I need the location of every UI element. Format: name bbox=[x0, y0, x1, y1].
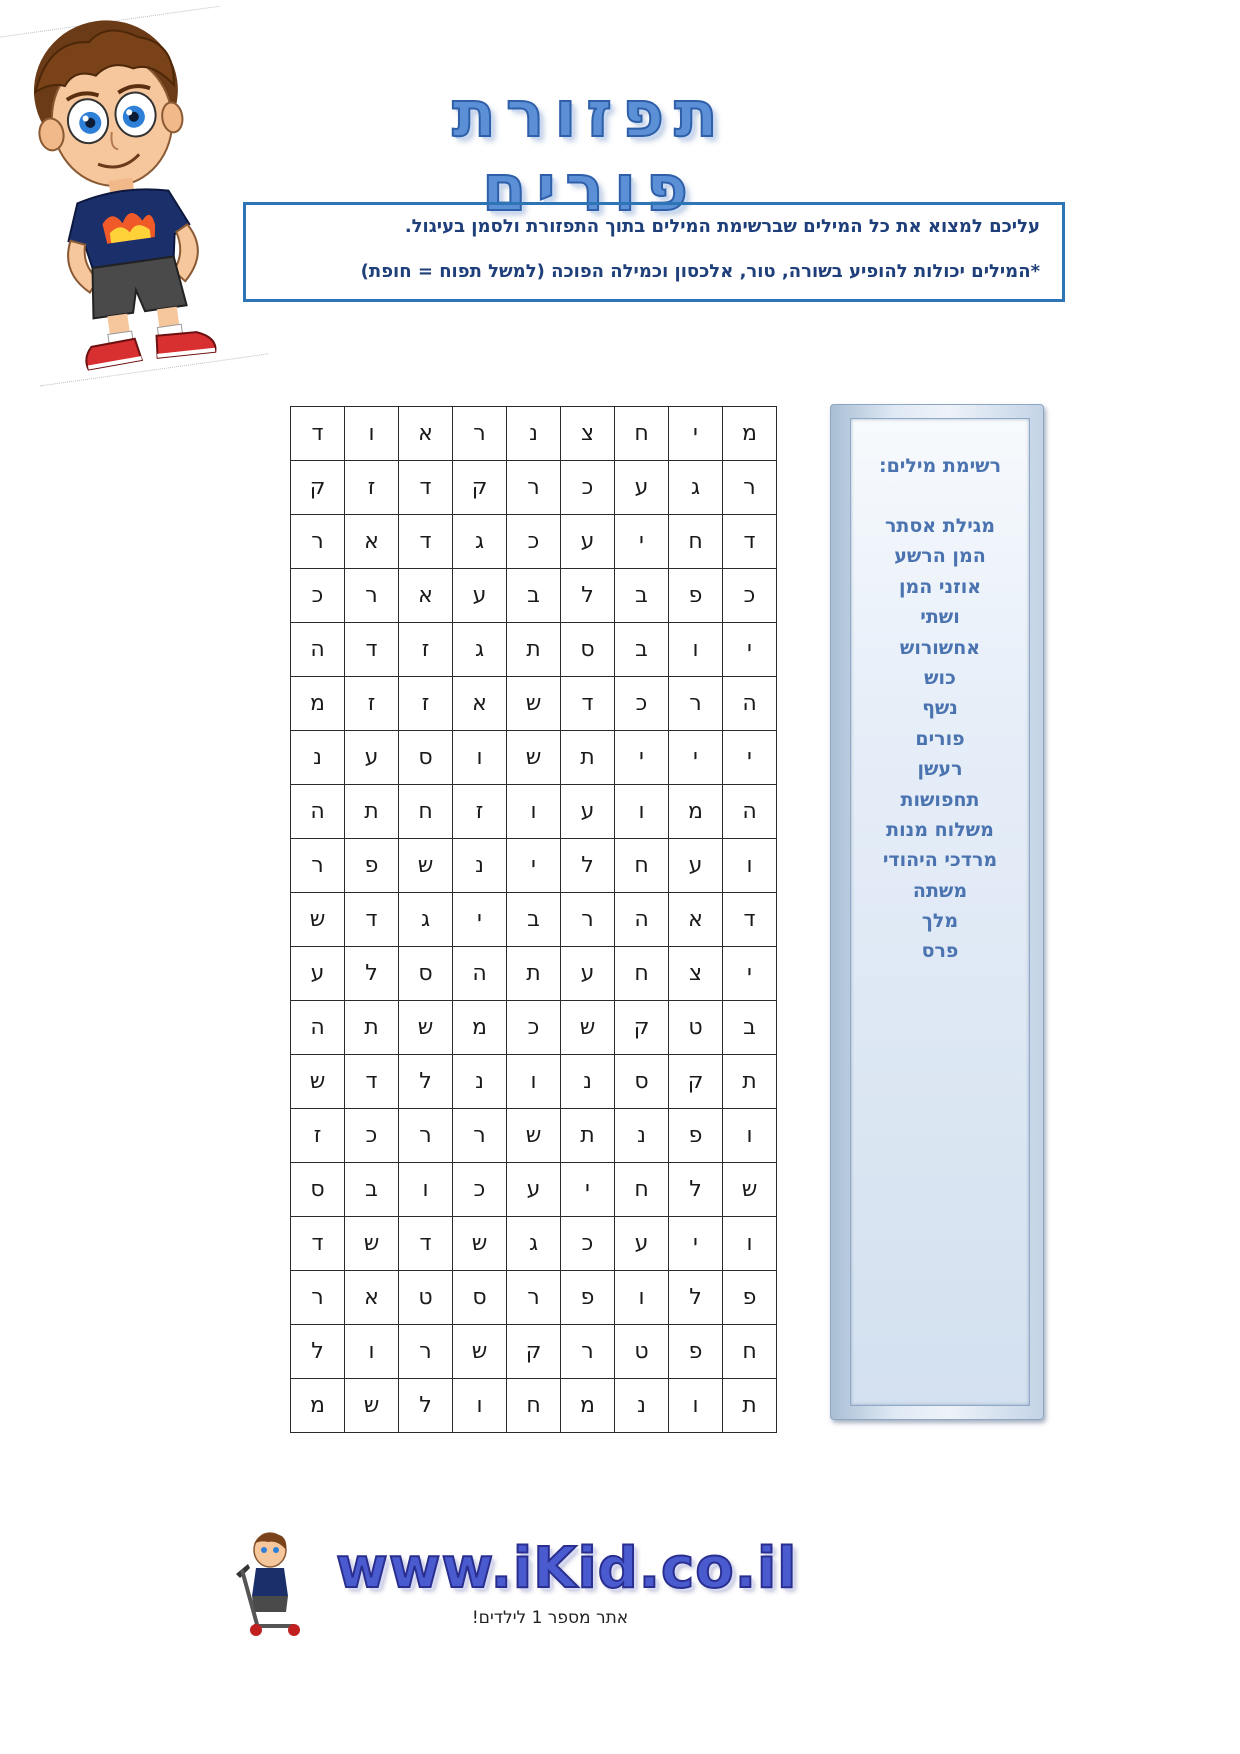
grid-cell[interactable]: א bbox=[345, 515, 399, 569]
word-list-item: ושתי bbox=[920, 606, 960, 629]
grid-cell[interactable]: י bbox=[615, 731, 669, 785]
grid-cell[interactable]: ט bbox=[399, 1271, 453, 1325]
grid-cell[interactable]: ש bbox=[561, 1001, 615, 1055]
word-search-grid bbox=[290, 406, 777, 1433]
grid-cell[interactable]: ו bbox=[615, 1271, 669, 1325]
grid-cell[interactable]: ש bbox=[291, 893, 345, 947]
grid-cell[interactable]: כ bbox=[345, 1109, 399, 1163]
grid-cell[interactable]: כ bbox=[723, 569, 777, 623]
grid-cell[interactable]: ס bbox=[399, 731, 453, 785]
grid-cell[interactable]: צ bbox=[669, 947, 723, 1001]
grid-cell[interactable]: נ bbox=[561, 1055, 615, 1109]
grid-row bbox=[291, 1001, 777, 1055]
grid-cell[interactable]: ת bbox=[345, 1001, 399, 1055]
grid-cell[interactable]: ת bbox=[723, 1055, 777, 1109]
grid-cell[interactable]: כ bbox=[561, 1217, 615, 1271]
grid-cell[interactable]: ו bbox=[723, 839, 777, 893]
grid-cell[interactable]: ע bbox=[561, 947, 615, 1001]
word-list-panel bbox=[830, 404, 1044, 1420]
boy-cartoon-icon bbox=[0, 0, 287, 396]
word-list-item: אחשורוש bbox=[899, 636, 981, 659]
grid-cell[interactable]: ע bbox=[561, 515, 615, 569]
grid-cell[interactable]: ו bbox=[345, 407, 399, 461]
grid-cell[interactable]: כ bbox=[561, 461, 615, 515]
grid-cell[interactable]: ח bbox=[507, 1379, 561, 1433]
grid-cell[interactable]: ש bbox=[345, 1379, 399, 1433]
grid-cell[interactable]: ל bbox=[669, 1163, 723, 1217]
grid-cell[interactable]: ב bbox=[507, 569, 561, 623]
grid-cell[interactable]: ש bbox=[507, 1109, 561, 1163]
grid-cell[interactable]: צ bbox=[561, 407, 615, 461]
grid-cell[interactable]: ד bbox=[345, 623, 399, 677]
grid-cell[interactable]: ע bbox=[453, 569, 507, 623]
grid-cell[interactable]: נ bbox=[453, 1055, 507, 1109]
grid-cell[interactable]: ל bbox=[291, 1325, 345, 1379]
grid-cell[interactable]: י bbox=[561, 1163, 615, 1217]
grid-cell[interactable]: ע bbox=[561, 785, 615, 839]
grid-cell[interactable]: ר bbox=[723, 461, 777, 515]
grid-cell[interactable]: ר bbox=[507, 1271, 561, 1325]
grid-cell[interactable]: ע bbox=[345, 731, 399, 785]
grid-cell[interactable]: ד bbox=[345, 1055, 399, 1109]
grid-cell[interactable]: ב bbox=[345, 1163, 399, 1217]
grid-cell[interactable]: ח bbox=[615, 947, 669, 1001]
grid-cell[interactable]: ח bbox=[615, 407, 669, 461]
grid-cell[interactable]: ק bbox=[291, 461, 345, 515]
grid-cell[interactable]: פ bbox=[561, 1271, 615, 1325]
grid-cell[interactable]: ח bbox=[399, 785, 453, 839]
grid-cell[interactable]: ה bbox=[723, 785, 777, 839]
instructions-line-2: *המילים יכולות להופיע בשורה, טור, אלכסון וכמילה הפוכה (למשל תפוח = חופת) bbox=[360, 261, 1040, 282]
grid-cell[interactable]: ד bbox=[399, 1217, 453, 1271]
grid-row bbox=[291, 947, 777, 1001]
grid-cell[interactable]: ז bbox=[453, 785, 507, 839]
grid-cell[interactable]: ש bbox=[345, 1217, 399, 1271]
grid-cell[interactable]: ס bbox=[615, 1055, 669, 1109]
grid-cell[interactable]: ס bbox=[291, 1163, 345, 1217]
boy-illustration bbox=[0, 0, 287, 396]
word-list-item: פרס bbox=[921, 940, 959, 963]
grid-cell[interactable]: ר bbox=[291, 1271, 345, 1325]
grid-cell[interactable]: א bbox=[345, 1271, 399, 1325]
grid-cell[interactable]: ק bbox=[507, 1325, 561, 1379]
word-list-item: כוש bbox=[924, 666, 956, 689]
grid-cell[interactable]: ב bbox=[723, 1001, 777, 1055]
grid-cell[interactable]: ז bbox=[399, 623, 453, 677]
grid-cell[interactable]: ד bbox=[399, 515, 453, 569]
grid-cell[interactable]: ד bbox=[345, 893, 399, 947]
word-list-title: רשימת מילים: bbox=[878, 455, 1002, 477]
grid-row bbox=[291, 1325, 777, 1379]
grid-cell[interactable]: כ bbox=[507, 515, 561, 569]
grid-cell[interactable]: ה bbox=[291, 1001, 345, 1055]
grid-cell[interactable]: כ bbox=[615, 677, 669, 731]
grid-cell[interactable]: כ bbox=[291, 569, 345, 623]
grid-cell[interactable]: ו bbox=[453, 731, 507, 785]
grid-cell[interactable]: ב bbox=[507, 893, 561, 947]
grid-row bbox=[291, 407, 777, 461]
grid-cell[interactable]: ע bbox=[615, 461, 669, 515]
grid-cell[interactable]: ע bbox=[291, 947, 345, 1001]
grid-cell[interactable]: ע bbox=[669, 839, 723, 893]
grid-cell[interactable]: מ bbox=[453, 1001, 507, 1055]
grid-cell[interactable]: י bbox=[669, 731, 723, 785]
site-url-logo: www.iKid.co.il bbox=[336, 1536, 798, 1601]
grid-cell[interactable]: ע bbox=[615, 1217, 669, 1271]
grid-row bbox=[291, 1055, 777, 1109]
grid-cell[interactable]: י bbox=[723, 947, 777, 1001]
grid-cell[interactable]: ד bbox=[291, 1217, 345, 1271]
grid-cell[interactable]: ע bbox=[507, 1163, 561, 1217]
grid-cell[interactable]: ל bbox=[399, 1055, 453, 1109]
grid-row bbox=[291, 731, 777, 785]
grid-cell[interactable]: ד bbox=[561, 677, 615, 731]
grid-cell[interactable]: ר bbox=[291, 515, 345, 569]
grid-cell[interactable]: ס bbox=[561, 623, 615, 677]
grid-cell[interactable]: ש bbox=[399, 1001, 453, 1055]
grid-cell[interactable]: מ bbox=[561, 1379, 615, 1433]
grid-row bbox=[291, 785, 777, 839]
grid-cell[interactable]: י bbox=[669, 1217, 723, 1271]
grid-cell[interactable]: ח bbox=[615, 839, 669, 893]
instructions-box bbox=[243, 202, 1065, 302]
word-list-item: אוזני המן bbox=[898, 575, 982, 598]
grid-cell[interactable]: ת bbox=[561, 1109, 615, 1163]
grid-cell[interactable]: מ bbox=[669, 785, 723, 839]
grid-cell[interactable]: ל bbox=[399, 1379, 453, 1433]
grid-cell[interactable]: ת bbox=[345, 785, 399, 839]
word-list-item: נשף bbox=[922, 697, 958, 720]
grid-cell[interactable]: ק bbox=[615, 1001, 669, 1055]
grid-row bbox=[291, 461, 777, 515]
grid-cell[interactable]: מ bbox=[291, 677, 345, 731]
grid-cell[interactable]: נ bbox=[615, 1109, 669, 1163]
grid-row bbox=[291, 515, 777, 569]
grid-cell[interactable]: ר bbox=[669, 677, 723, 731]
grid-cell[interactable]: ט bbox=[669, 1001, 723, 1055]
grid-cell[interactable]: ר bbox=[345, 569, 399, 623]
grid-cell[interactable]: מ bbox=[291, 1379, 345, 1433]
grid-cell[interactable]: ר bbox=[399, 1109, 453, 1163]
grid-cell[interactable]: ר bbox=[561, 1325, 615, 1379]
grid-cell[interactable]: ת bbox=[507, 947, 561, 1001]
grid-cell[interactable]: ז bbox=[291, 1109, 345, 1163]
page-title: תפזורת פורים bbox=[452, 78, 728, 226]
grid-cell[interactable]: ר bbox=[399, 1325, 453, 1379]
grid-cell[interactable]: ת bbox=[723, 1379, 777, 1433]
grid-cell[interactable]: ש bbox=[291, 1055, 345, 1109]
grid-cell[interactable]: ש bbox=[507, 731, 561, 785]
grid-cell[interactable]: ש bbox=[723, 1163, 777, 1217]
word-list-item: מגילת אסתר bbox=[884, 515, 996, 537]
word-list-item: משתה bbox=[912, 879, 968, 902]
grid-cell[interactable]: ק bbox=[453, 461, 507, 515]
grid-cell[interactable]: ש bbox=[453, 1325, 507, 1379]
grid-cell[interactable]: ז bbox=[345, 461, 399, 515]
grid-cell[interactable]: ה bbox=[291, 785, 345, 839]
grid-row bbox=[291, 1271, 777, 1325]
grid-cell[interactable]: ר bbox=[291, 839, 345, 893]
grid-cell[interactable]: י bbox=[453, 893, 507, 947]
grid-cell[interactable]: ב bbox=[615, 569, 669, 623]
grid-cell[interactable]: א bbox=[399, 407, 453, 461]
grid-cell[interactable]: ר bbox=[561, 893, 615, 947]
grid-cell[interactable]: י bbox=[507, 839, 561, 893]
grid-cell[interactable]: ו bbox=[507, 1055, 561, 1109]
grid-cell[interactable]: ה bbox=[291, 623, 345, 677]
grid-cell[interactable]: ה bbox=[615, 893, 669, 947]
grid-cell[interactable]: ז bbox=[399, 677, 453, 731]
word-list-item: מלך bbox=[921, 910, 959, 933]
grid-cell[interactable]: ה bbox=[723, 677, 777, 731]
word-list-item: פורים bbox=[915, 727, 965, 750]
grid-cell[interactable]: ד bbox=[723, 893, 777, 947]
grid-row bbox=[291, 1379, 777, 1433]
grid-cell[interactable]: ש bbox=[507, 677, 561, 731]
grid-cell[interactable]: ל bbox=[345, 947, 399, 1001]
grid-row bbox=[291, 677, 777, 731]
grid-cell[interactable]: ו bbox=[507, 785, 561, 839]
grid-row bbox=[291, 893, 777, 947]
grid-cell[interactable]: ז bbox=[345, 677, 399, 731]
grid-row bbox=[291, 1109, 777, 1163]
grid-cell[interactable]: ק bbox=[669, 1055, 723, 1109]
word-list-item: תחפושות bbox=[900, 788, 980, 811]
grid-cell[interactable]: י bbox=[723, 623, 777, 677]
word-list-item: רעשן bbox=[917, 758, 963, 781]
grid-cell[interactable]: פ bbox=[723, 1271, 777, 1325]
instructions-line-1: עליכם למצוא את כל המילים שברשימת המילים בתוך התפזורת ולסמן בעיגול. bbox=[404, 216, 1040, 237]
grid-row bbox=[291, 1163, 777, 1217]
grid-cell[interactable]: נ bbox=[615, 1379, 669, 1433]
grid-cell[interactable]: ח bbox=[723, 1325, 777, 1379]
grid-cell[interactable]: ו bbox=[399, 1163, 453, 1217]
grid-cell[interactable]: פ bbox=[669, 569, 723, 623]
grid-cell[interactable]: ש bbox=[453, 1217, 507, 1271]
grid-cell[interactable]: ו bbox=[723, 1109, 777, 1163]
grid-cell[interactable]: ו bbox=[669, 623, 723, 677]
grid-cell[interactable]: ר bbox=[507, 461, 561, 515]
grid-cell[interactable]: ת bbox=[561, 731, 615, 785]
word-list-inner bbox=[850, 418, 1030, 1406]
grid-cell[interactable]: ש bbox=[399, 839, 453, 893]
grid-cell[interactable]: ג bbox=[453, 515, 507, 569]
grid-cell[interactable]: ו bbox=[345, 1325, 399, 1379]
grid-cell[interactable]: ד bbox=[723, 515, 777, 569]
word-list-item: משלוח מנות bbox=[886, 818, 994, 841]
grid-cell[interactable]: נ bbox=[291, 731, 345, 785]
grid-cell[interactable]: ת bbox=[507, 623, 561, 677]
grid-cell[interactable]: ד bbox=[291, 407, 345, 461]
grid-cell[interactable]: ג bbox=[399, 893, 453, 947]
grid-cell[interactable]: א bbox=[399, 569, 453, 623]
grid-cell[interactable]: א bbox=[669, 893, 723, 947]
grid-cell[interactable]: ט bbox=[615, 1325, 669, 1379]
grid-cell[interactable]: ר bbox=[453, 1109, 507, 1163]
grid-cell[interactable]: ג bbox=[669, 461, 723, 515]
kid-scooter-icon bbox=[228, 1528, 308, 1638]
grid-cell[interactable]: ג bbox=[507, 1217, 561, 1271]
grid-cell[interactable]: ג bbox=[453, 623, 507, 677]
grid-row bbox=[291, 839, 777, 893]
site-tagline: אתר מספר 1 לילדים! bbox=[471, 1608, 629, 1628]
grid-cell[interactable]: ח bbox=[669, 515, 723, 569]
grid-cell[interactable]: פ bbox=[669, 1325, 723, 1379]
grid-cell[interactable]: כ bbox=[453, 1163, 507, 1217]
grid-row bbox=[291, 623, 777, 677]
grid-cell[interactable]: ו bbox=[669, 1379, 723, 1433]
grid-cell[interactable]: פ bbox=[345, 839, 399, 893]
grid-cell[interactable]: מ bbox=[723, 407, 777, 461]
grid-cell[interactable]: פ bbox=[669, 1109, 723, 1163]
word-list-item: המן הרשע bbox=[894, 545, 986, 568]
grid-row bbox=[291, 569, 777, 623]
grid-cell[interactable]: ח bbox=[615, 1163, 669, 1217]
grid-cell[interactable]: א bbox=[453, 677, 507, 731]
grid-cell[interactable]: ל bbox=[669, 1271, 723, 1325]
grid-cell[interactable]: ב bbox=[615, 623, 669, 677]
grid-cell[interactable]: ס bbox=[399, 947, 453, 1001]
word-list-item: מרדכי היהודי bbox=[882, 849, 998, 872]
grid-cell[interactable]: י bbox=[723, 731, 777, 785]
grid-cell[interactable]: ו bbox=[615, 785, 669, 839]
grid-cell[interactable]: י bbox=[615, 515, 669, 569]
grid-cell[interactable]: ו bbox=[723, 1217, 777, 1271]
grid-cell[interactable]: נ bbox=[507, 407, 561, 461]
grid-cell[interactable]: ו bbox=[453, 1379, 507, 1433]
grid-cell[interactable]: כ bbox=[507, 1001, 561, 1055]
grid-cell[interactable]: י bbox=[669, 407, 723, 461]
grid-cell[interactable]: ס bbox=[453, 1271, 507, 1325]
grid-row bbox=[291, 1217, 777, 1271]
grid-cell[interactable]: ל bbox=[561, 569, 615, 623]
grid-cell[interactable]: ה bbox=[453, 947, 507, 1001]
word-list bbox=[851, 511, 1029, 967]
grid-cell[interactable]: ד bbox=[399, 461, 453, 515]
grid-cell[interactable]: ר bbox=[453, 407, 507, 461]
grid-cell[interactable]: נ bbox=[453, 839, 507, 893]
grid-cell[interactable]: ל bbox=[561, 839, 615, 893]
